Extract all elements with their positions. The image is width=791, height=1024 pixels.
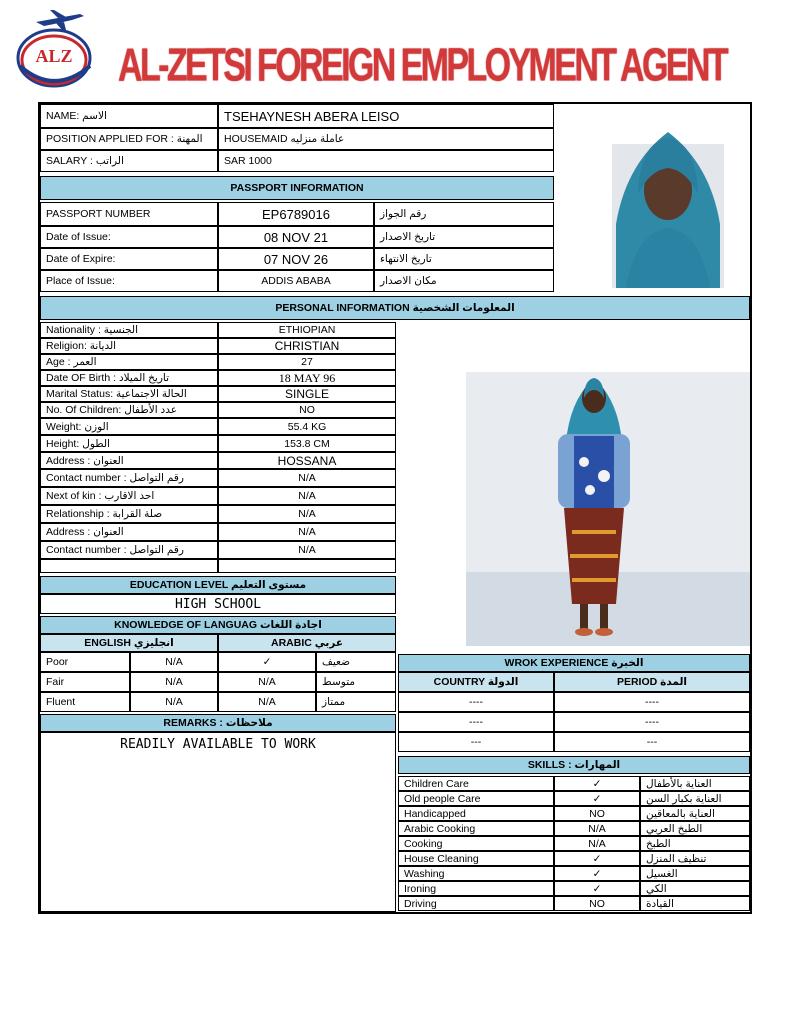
kin-contact-value: N/A bbox=[218, 541, 396, 559]
next-of-kin-value: N/A bbox=[218, 487, 396, 505]
fair-english-value: N/A bbox=[130, 672, 218, 692]
airplane-icon bbox=[36, 10, 84, 30]
skill-driving-value: NO bbox=[554, 896, 640, 911]
next-of-kin-label: Next of kin : احد الاقارب bbox=[40, 487, 218, 505]
skill-handicapped: Handicapped bbox=[398, 806, 554, 821]
relationship-label: Relationship : صلة القرابة bbox=[40, 505, 218, 523]
skill-cooking-value: N/A bbox=[554, 836, 640, 851]
experience-country: --- bbox=[398, 732, 554, 752]
poor-arabic-value: ✓ bbox=[218, 652, 316, 672]
skill-arabic-cooking-arabic: الطبخ العربي bbox=[640, 821, 750, 836]
dob-value: 18 MAY 96 bbox=[218, 370, 396, 386]
nationality-label: Nationality : الجنسية bbox=[40, 322, 218, 338]
expire-date-value: 07 NOV 26 bbox=[218, 248, 374, 270]
full-body-photo bbox=[466, 372, 750, 646]
remarks-box bbox=[40, 732, 396, 912]
blank-row bbox=[40, 559, 218, 573]
issue-date-label: Date of Issue: bbox=[40, 226, 218, 248]
fluent-level-arabic: ممتاز bbox=[316, 692, 396, 712]
name-value: TSEHAYNESH ABERA LEISO bbox=[218, 104, 554, 128]
skill-driving: Driving bbox=[398, 896, 554, 911]
age-value: 27 bbox=[218, 354, 396, 370]
arabic-column-header: ARABIC عربي bbox=[218, 634, 396, 652]
skill-arabic-cooking: Arabic Cooking bbox=[398, 821, 554, 836]
country-column-header: COUNTRY الدولة bbox=[398, 672, 554, 692]
fair-level-label: Fair bbox=[40, 672, 130, 692]
expire-date-arabic: تاريخ الانتهاء bbox=[374, 248, 554, 270]
poor-level-arabic: ضعيف bbox=[316, 652, 396, 672]
agency-title: AL-ZETSI FOREIGN EMPLOYMENT AGENT bbox=[118, 40, 727, 92]
skill-cooking-arabic: الطبخ bbox=[640, 836, 750, 851]
skill-handicapped-value: NO bbox=[554, 806, 640, 821]
skill-old-people-care-arabic: العناية بكبار السن bbox=[640, 791, 750, 806]
kin-address-label: Address : العنوان bbox=[40, 523, 218, 541]
passport-number-arabic: رقم الجواز bbox=[374, 202, 554, 226]
skills-heading: SKILLS : المهارات bbox=[398, 756, 750, 774]
name-label: NAME: الاسم bbox=[40, 104, 218, 128]
relationship-value: N/A bbox=[218, 505, 396, 523]
skill-old-people-care: Old people Care bbox=[398, 791, 554, 806]
contact-value: N/A bbox=[218, 469, 396, 487]
education-value: HIGH SCHOOL bbox=[40, 594, 396, 614]
children-value: NO bbox=[218, 402, 396, 418]
marital-status-value: SINGLE bbox=[218, 386, 396, 402]
skill-washing: Washing bbox=[398, 866, 554, 881]
issue-place-value: ADDIS ABABA bbox=[218, 270, 374, 292]
remarks-value: READILY AVAILABLE TO WORK bbox=[120, 737, 316, 752]
kin-address-value: N/A bbox=[218, 523, 396, 541]
fluent-level-label: Fluent bbox=[40, 692, 130, 712]
skill-washing-arabic: الغسيل bbox=[640, 866, 750, 881]
skill-washing-value: ✓ bbox=[554, 866, 640, 881]
skill-handicapped-arabic: العناية بالمعاقين bbox=[640, 806, 750, 821]
english-column-header: ENGLISH انجليزي bbox=[40, 634, 218, 652]
skill-house-cleaning-value: ✓ bbox=[554, 851, 640, 866]
experience-period: --- bbox=[554, 732, 750, 752]
passport-number-value: EP6789016 bbox=[218, 202, 374, 226]
weight-value: 55.4 KG bbox=[218, 418, 396, 435]
nationality-value: ETHIOPIAN bbox=[218, 322, 396, 338]
skill-ironing-value: ✓ bbox=[554, 881, 640, 896]
contact-label: Contact number : رقم التواصل bbox=[40, 469, 218, 487]
dob-label: Date OF Birth : تاريخ الميلاد bbox=[40, 370, 218, 386]
experience-period: ---- bbox=[554, 712, 750, 732]
religion-value: CHRISTIAN bbox=[218, 338, 396, 354]
experience-period: ---- bbox=[554, 692, 750, 712]
fair-level-arabic: متوسط bbox=[316, 672, 396, 692]
period-column-header: PERIOD المدة bbox=[554, 672, 750, 692]
address-value: HOSSANA bbox=[218, 452, 396, 469]
skill-driving-arabic: القيادة bbox=[640, 896, 750, 911]
height-label: Height: الطول bbox=[40, 435, 218, 452]
languages-heading: KNOWLEDGE OF LANGUAG اجادة اللغات bbox=[40, 616, 396, 634]
skill-old-people-care-value: ✓ bbox=[554, 791, 640, 806]
issue-date-arabic: تاريخ الاصدار bbox=[374, 226, 554, 248]
age-label: Age : العمر bbox=[40, 354, 218, 370]
passport-number-label: PASSPORT NUMBER bbox=[40, 202, 218, 226]
agency-logo bbox=[14, 8, 102, 90]
children-label: No. Of Children: عدد الأطفال bbox=[40, 402, 218, 418]
salary-value: SAR 1000 bbox=[218, 150, 554, 172]
remarks-heading: REMARKS : ملاحظات bbox=[40, 714, 396, 732]
poor-english-value: N/A bbox=[130, 652, 218, 672]
position-value: HOUSEMAID عاملة منزليه bbox=[218, 128, 554, 150]
kin-contact-label: Contact number : رقم التواصل bbox=[40, 541, 218, 559]
issue-date-value: 08 NOV 21 bbox=[218, 226, 374, 248]
skill-children-care-arabic: العناية بالأطفال bbox=[640, 776, 750, 791]
personal-heading: PERSONAL INFORMATION المعلومات الشخصية bbox=[40, 296, 750, 320]
experience-country: ---- bbox=[398, 692, 554, 712]
skill-house-cleaning-arabic: تنظيف المنزل bbox=[640, 851, 750, 866]
education-heading: EDUCATION LEVEL مستوى التعليم bbox=[40, 576, 396, 594]
salary-label: SALARY : الراتب bbox=[40, 150, 218, 172]
marital-status-label: Marital Status: الحالة الاجتماعية bbox=[40, 386, 218, 402]
experience-country: ---- bbox=[398, 712, 554, 732]
skill-house-cleaning: House Cleaning bbox=[398, 851, 554, 866]
skill-ironing: Ironing bbox=[398, 881, 554, 896]
logo-text: ALZ bbox=[35, 46, 73, 66]
skill-cooking: Cooking bbox=[398, 836, 554, 851]
weight-label: Weight: الوزن bbox=[40, 418, 218, 435]
passport-photo bbox=[586, 104, 750, 294]
religion-label: Religion: الديانة bbox=[40, 338, 218, 354]
skill-children-care-value: ✓ bbox=[554, 776, 640, 791]
passport-heading: PASSPORT INFORMATION bbox=[40, 176, 554, 200]
fluent-arabic-value: N/A bbox=[218, 692, 316, 712]
issue-place-label: Place of Issue: bbox=[40, 270, 218, 292]
issue-place-arabic: مكان الاصدار bbox=[374, 270, 554, 292]
blank-row bbox=[218, 559, 396, 573]
height-value: 153.8 CM bbox=[218, 435, 396, 452]
skill-children-care: Children Care bbox=[398, 776, 554, 791]
experience-heading: WROK EXPERIENCE الخبرة bbox=[398, 654, 750, 672]
address-label: Address : العنوان bbox=[40, 452, 218, 469]
expire-date-label: Date of Expire: bbox=[40, 248, 218, 270]
fair-arabic-value: N/A bbox=[218, 672, 316, 692]
position-label: POSITION APPLIED FOR : المهنة bbox=[40, 128, 218, 150]
fluent-english-value: N/A bbox=[130, 692, 218, 712]
skill-ironing-arabic: الكي bbox=[640, 881, 750, 896]
poor-level-label: Poor bbox=[40, 652, 130, 672]
skill-arabic-cooking-value: N/A bbox=[554, 821, 640, 836]
